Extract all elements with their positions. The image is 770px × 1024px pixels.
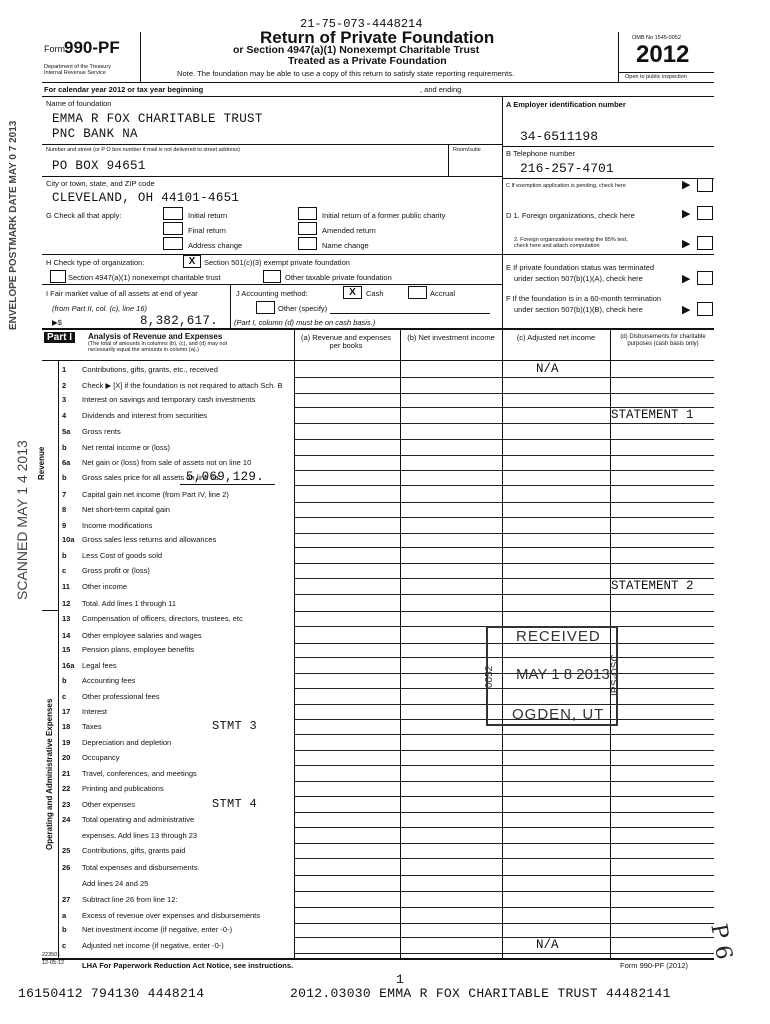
form-title: Return of Private Foundation (260, 28, 495, 47)
e-label2: under section 507(b)(1)(A), check here (514, 274, 643, 283)
501c3-checkbox[interactable]: X (183, 255, 201, 268)
dln-number: 21-75-073-4448214 (300, 17, 423, 31)
row-label: Travel, conferences, and meetings (82, 769, 197, 778)
form-subtitle2: Treated as a Private Foundation (288, 55, 447, 67)
row-label: Check ▶ [X] if the foundation is not required to attach Sch. B (82, 381, 283, 390)
former-public-charity-label: Initial return of a former public charity (322, 211, 446, 220)
row-divider (294, 502, 714, 503)
f-label1: F If the foundation is in a 60-month termination (506, 294, 662, 303)
e-checkbox[interactable] (697, 271, 713, 285)
footer-form: Form 990-PF (2012) (620, 961, 688, 970)
row-label: Contributions, gifts, grants, etc., received (82, 365, 218, 374)
foundation-name2: PNC BANK NA (52, 127, 138, 141)
amended-return-label: Amended return (322, 226, 376, 235)
row-divider (294, 393, 714, 394)
row-label: Net rental income or (loss) (82, 443, 170, 452)
row-number: 12 (62, 599, 71, 608)
row-label: Excess of revenue over expenses and disbursements (82, 911, 261, 920)
row-label: Subtract line 26 from line 12: (82, 895, 178, 904)
other-method-checkbox[interactable] (256, 301, 275, 314)
row-divider (294, 953, 714, 954)
row-number: b (62, 473, 67, 482)
row-label: Capital gain net income (from Part IV, line 2) (82, 490, 229, 499)
e-label1: E If private foundation status was terminated (506, 263, 654, 272)
and-ending: , and ending (420, 85, 462, 94)
row-label: Total expenses and disbursements. (82, 863, 200, 872)
cash-basis-note: (Part I, column (d) must be on cash basis.) (234, 318, 376, 327)
foundation-name1: EMMA R FOX CHARITABLE TRUST (52, 112, 263, 126)
row-label: Interest (82, 707, 108, 716)
accounting-method-label: J Accounting method: (236, 289, 308, 298)
row-number: a (62, 911, 67, 920)
row-label: Depreciation and depletion (82, 738, 172, 747)
received-stamp-text: RECEIVED (516, 628, 601, 645)
row-number: b (62, 676, 67, 685)
row-divider (294, 439, 714, 440)
foreign-org-checkbox[interactable] (697, 206, 713, 220)
4947-label: Section 4947(a)(1) nonexempt charitable trust (68, 273, 221, 282)
row-number: 10a (62, 535, 75, 544)
col-c-value[interactable]: N/A (536, 362, 559, 376)
row-label: Net gain or (loss) from sale of assets not on line 10 (82, 458, 252, 467)
amended-return-checkbox[interactable] (298, 222, 317, 235)
row-number: 2 (62, 381, 67, 390)
row-divider (294, 796, 714, 797)
row-divider (294, 827, 714, 828)
row-divider (294, 594, 714, 595)
row-number: 5a (62, 427, 71, 436)
foreign-85-checkbox[interactable] (697, 236, 713, 250)
footer-lha: LHA For Paperwork Reduction Act Notice, see instructions. (82, 961, 294, 970)
exemption-pending-label: C If exemption application is pending, check here (506, 183, 626, 189)
arrow-right-icon: ▶ (682, 179, 691, 191)
former-public-charity-checkbox[interactable] (298, 207, 317, 220)
row-divider (294, 470, 714, 471)
row-label: expenses. Add lines 13 through 23 (82, 831, 198, 840)
initial-return-checkbox[interactable] (163, 207, 183, 220)
row-label: Legal fees (82, 661, 117, 670)
row-label: Other professional fees (82, 692, 160, 701)
row-label: Total operating and administrative (82, 815, 195, 824)
cash-checkbox[interactable]: X (343, 286, 362, 299)
ein-value: 34-6511198 (520, 129, 599, 144)
row-divider (294, 485, 714, 486)
col-d-value[interactable]: STATEMENT 1 (611, 408, 694, 422)
exemption-pending-checkbox[interactable] (697, 178, 713, 192)
row-label: Contributions, gifts, grants paid (82, 846, 186, 855)
row-divider (294, 891, 714, 892)
row-number: b (62, 925, 67, 934)
row-number: 18 (62, 722, 71, 731)
fmv-value: 8,382,617. (140, 314, 219, 328)
row-label: Compensation of officers, directors, trustees, etc (82, 614, 243, 623)
part1-label: Part I (44, 332, 75, 343)
row-divider (294, 875, 714, 876)
received-stamp-code-b: IRS-OSC (610, 654, 621, 696)
scanned-stamp: SCANNED MAY 1 4 2013 (14, 440, 30, 600)
row-divider (294, 517, 714, 518)
other-method-label: Other (specify) (278, 304, 328, 313)
row-divider (294, 750, 714, 751)
row-number: 13 (62, 614, 71, 623)
row-number: c (62, 692, 67, 701)
part1-desc1: (The total of amounts in columns (b), (c), and (d) may not (88, 341, 228, 347)
row-number: 9 (62, 521, 67, 530)
row-label: Net investment income (if negative, enter -0-) (82, 925, 233, 934)
row-number: 16a (62, 661, 75, 670)
row-label: Dividends and interest from securities (82, 411, 208, 420)
side-revenue: Revenue (37, 446, 46, 480)
bottom-right-id: 2012.03030 EMMA R FOX CHARITABLE TRUST 44482141 (290, 986, 671, 1001)
row-number: 3 (62, 395, 67, 404)
name-label: Name of foundation (46, 99, 112, 108)
other-taxable-label: Other taxable private foundation (285, 273, 392, 282)
row-divider (294, 455, 714, 456)
street-label: Number and street (or P O box number if mail is not delivered to street address) (46, 147, 241, 153)
footer-code2: 12-05-12 (42, 960, 65, 966)
street-address: PO BOX 94651 (52, 159, 146, 173)
fmv-label1: I Fair market value of all assets at end of year (46, 289, 198, 298)
row-label: Gross sales less returns and allowances (82, 535, 217, 544)
col-a-header: (a) Revenue and expenses per books (300, 333, 392, 350)
part1-title: Analysis of Revenue and Expenses (88, 332, 223, 341)
row-label: Adjusted net income (if negative, enter -0-) (82, 941, 224, 950)
4947-checkbox[interactable] (50, 270, 66, 283)
col-d-header: (d) Disbursements for charitable purposes (cash basis only) (620, 334, 706, 347)
row-label: Interest on savings and temporary cash investments (82, 395, 256, 404)
received-stamp-date: MAY 1 8 2013 (516, 666, 610, 683)
row-divider (294, 858, 714, 859)
page-number: 1 (396, 972, 405, 987)
final-return-checkbox[interactable] (163, 222, 183, 235)
row-divider (294, 765, 714, 766)
arrow-right-icon: ▶ (682, 273, 691, 285)
col-c-value[interactable]: N/A (536, 938, 559, 952)
form-label: Form (44, 44, 65, 54)
row-label: Gross profit or (loss) (82, 566, 150, 575)
row-number: 25 (62, 846, 71, 855)
g-label: G Check all that apply: (46, 211, 122, 220)
arrow-right-icon: ▶ (682, 238, 691, 250)
row-divider (294, 377, 714, 378)
row-number: c (62, 941, 67, 950)
row-number: 11 (62, 582, 70, 591)
row-number: 24 (62, 815, 71, 824)
irs-label: Internal Revenue Service (44, 70, 106, 76)
row-label: Add lines 24 and 25 (82, 879, 149, 888)
omb-number: OMB No 1545-0052 (632, 35, 681, 41)
address-change-label: Address change (188, 241, 243, 250)
accrual-label: Accrual (430, 289, 456, 298)
bottom-left-id: 16150412 794130 4448214 (18, 986, 205, 1001)
arrow-right-icon: ▶ (682, 208, 691, 220)
row-label: Gross sales price for all assets on line 6a (82, 473, 219, 482)
city-label: City or town, state, and ZIP code (46, 179, 155, 188)
dept-treasury: Department of the Treasury (44, 64, 111, 70)
row-divider (294, 781, 714, 782)
col-b-header: (b) Net investment income (407, 333, 495, 342)
row-label: Printing and publications (82, 784, 164, 793)
ein-label: A Employer identification number (506, 100, 626, 109)
final-return-label: Final return (188, 226, 226, 235)
received-stamp-city: OGDEN, UT (512, 706, 605, 723)
row-number: 22 (62, 784, 71, 793)
form-subtitle1: or Section 4947(a)(1) Nonexempt Charitable Trust (233, 44, 480, 56)
row-label: Less Cost of goods sold (82, 551, 163, 560)
row-number: 21 (62, 769, 71, 778)
row-number: 27 (62, 895, 71, 904)
stmt4-label: STMT 4 (212, 797, 258, 811)
f-checkbox[interactable] (697, 302, 713, 316)
foreign-85-label1: 2. Foreign organizations meeting the 85% test, (514, 237, 628, 243)
stmt3-label: STMT 3 (212, 719, 258, 733)
row-label: Occupancy (82, 753, 120, 762)
phone-value: 216-257-4701 (520, 161, 614, 176)
row-label: Taxes (82, 722, 102, 731)
col-c-header: (c) Adjusted net income (516, 333, 596, 342)
row-divider (294, 611, 714, 612)
envelope-stamp: ENVELOPE POSTMARK DATE MAY 0 7 2013 (8, 120, 19, 330)
row6b-value: 5,069,129. (186, 470, 265, 484)
row-label: Total. Add lines 1 through 11 (82, 599, 177, 608)
tax-year: 2012 (636, 41, 690, 68)
row-divider (294, 533, 714, 534)
row-number: 7 (62, 490, 67, 499)
row-label: Other employee salaries and wages (82, 631, 202, 640)
row-label: Income modifications (82, 521, 153, 530)
row-divider (294, 812, 714, 813)
row-number: 8 (62, 505, 67, 514)
row-number: b (62, 443, 67, 452)
open-inspection: Open to public inspection (625, 74, 687, 80)
h-label: H Check type of organization: (46, 258, 145, 267)
cash-label: Cash (366, 289, 384, 298)
row-number: 23 (62, 800, 71, 809)
initial-return-label: Initial return (188, 211, 228, 220)
f-label2: under section 507(b)(1)(B), check here (514, 305, 643, 314)
row-number: 15 (62, 645, 71, 654)
row-number: b (62, 551, 67, 560)
part1-desc2: necessarily equal the amounts in column (a).) (88, 347, 199, 353)
row-divider (294, 937, 714, 938)
footer-code1: 223501 (42, 952, 61, 958)
row-number: 1 (62, 365, 67, 374)
row-divider (294, 907, 714, 908)
fmv-label2: (from Part II, col. (c), line 16) (52, 304, 148, 313)
row-divider (294, 563, 714, 564)
name-change-label: Name change (322, 241, 369, 250)
row-number: 6a (62, 458, 71, 467)
received-stamp-code-a: 0052 (484, 665, 495, 688)
row-divider (294, 423, 714, 424)
form-number: 990-PF (64, 38, 120, 57)
side-expenses: Operating and Administrative Expenses (45, 698, 54, 850)
row-number: 20 (62, 753, 71, 762)
room-label: Room/suite (453, 147, 481, 153)
row-label: Accounting fees (82, 676, 136, 685)
row-label: Other income (82, 582, 128, 591)
row-number: 4 (62, 411, 67, 420)
handwritten-mark: P 6 (705, 922, 737, 962)
501c3-label: Section 501(c)(3) exempt private foundation (204, 258, 350, 267)
row-number: 19 (62, 738, 71, 747)
other-taxable-checkbox[interactable] (263, 270, 281, 283)
phone-label: B Telephone number (506, 149, 576, 158)
col-d-value[interactable]: STATEMENT 2 (611, 579, 694, 593)
foreign-org-label: D 1. Foreign organizations, check here (506, 211, 635, 220)
fmv-dollar: ▶$ (52, 318, 62, 327)
name-change-checkbox[interactable] (298, 237, 317, 250)
row-divider (294, 843, 714, 844)
foreign-85-label2: check here and attach computation (514, 243, 600, 249)
calendar-year: For calendar year 2012 or tax year beginning (44, 85, 204, 94)
received-stamp (486, 618, 626, 730)
row-number: 14 (62, 631, 71, 640)
row-label: Gross rents (82, 427, 121, 436)
row-divider (294, 734, 714, 735)
address-change-checkbox[interactable] (163, 237, 183, 250)
accrual-checkbox[interactable] (408, 286, 427, 299)
row-divider (294, 547, 714, 548)
row-label: Other expenses (82, 800, 135, 809)
row-label: Pension plans, employee benefits (82, 645, 195, 654)
row-label: Net short-term capital gain (82, 505, 170, 514)
form-note: Note. The foundation may be able to use a copy of this return to satisfy state reporting requirements. (177, 69, 515, 78)
city-state-zip: CLEVELAND, OH 44101-4651 (52, 191, 240, 205)
row-number: c (62, 566, 67, 575)
row-number: 26 (62, 863, 71, 872)
row-divider (294, 923, 714, 924)
row-number: 17 (62, 707, 71, 716)
arrow-right-icon: ▶ (682, 304, 691, 316)
